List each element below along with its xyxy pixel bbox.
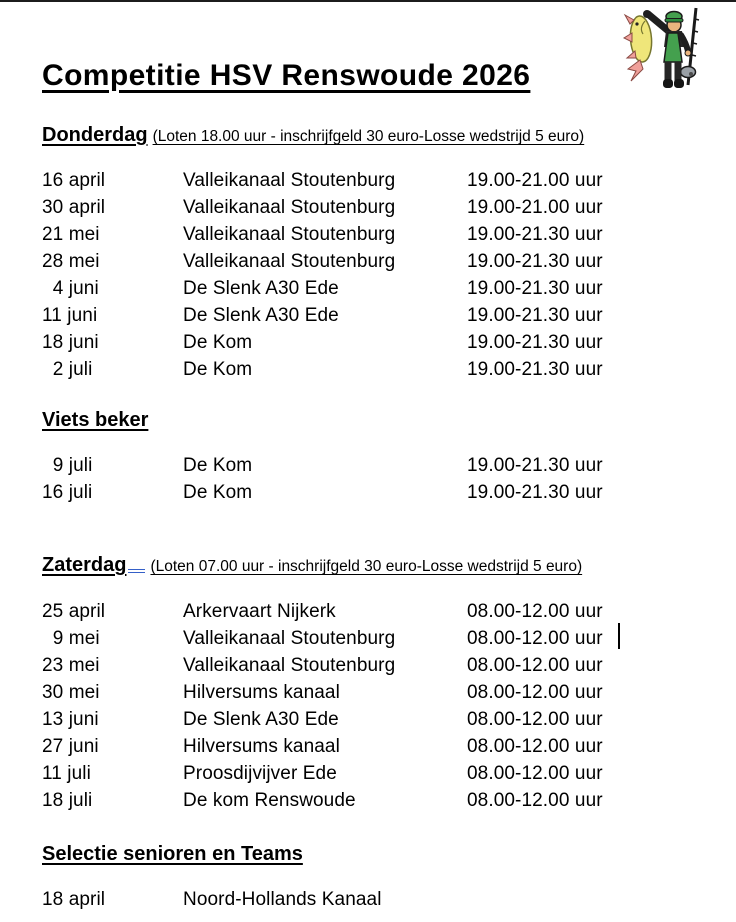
row-time: 08.00-12.00 uur (467, 601, 603, 622)
fisherman-logo-icon (622, 5, 712, 99)
row-location: De Slenk A30 Ede (183, 278, 339, 299)
table-row (42, 275, 700, 302)
section-note-zaterdag: (Loten 07.00 uur - inschrijfgeld 30 euro-Losse wedstrijd 5 euro) (150, 558, 583, 575)
row-location: Valleikanaal Stoutenburg (183, 655, 396, 676)
row-time: 08.00-12.00 uur (467, 790, 603, 811)
row-location: Valleikanaal Stoutenburg (183, 628, 396, 649)
row-date: 30 april (42, 197, 106, 218)
row-location: De Kom (183, 482, 253, 503)
row-time: 19.00-21.00 uur (467, 197, 603, 218)
section-note-donderdag: (Loten 18.00 uur - inschrijfgeld 30 euro-Losse wedstrijd 5 euro) (152, 128, 585, 145)
row-location: Valleikanaal Stoutenburg (183, 170, 396, 191)
section-zaterdag (42, 552, 700, 814)
row-location: Valleikanaal Stoutenburg (183, 197, 396, 218)
table-row (42, 760, 700, 787)
row-time: 19.00-21.30 uur (467, 332, 603, 353)
row-time: 19.00-21.30 uur (467, 359, 603, 380)
row-date: 9 mei (42, 628, 100, 649)
table-row (42, 679, 700, 706)
row-date: 13 juni (42, 709, 99, 730)
row-location: Hilversums kanaal (183, 736, 340, 757)
row-date: 27 juni (42, 736, 99, 757)
row-date: 11 juni (42, 305, 98, 326)
row-date: 11 juli (42, 763, 91, 784)
page-title: Competitie HSV Renswoude 2026 (42, 59, 531, 92)
table-row (42, 329, 700, 356)
row-time: 08.00-12.00 uur (467, 628, 603, 649)
row-time: 19.00-21.30 uur (467, 224, 603, 245)
row-date: 2 juli (42, 359, 93, 380)
row-location: Valleikanaal Stoutenburg (183, 251, 396, 272)
row-time: 19.00-21.30 uur (467, 251, 603, 272)
table-row (42, 733, 700, 760)
row-date: 25 april (42, 601, 106, 622)
row-date: 18 juni (42, 332, 99, 353)
row-date: 30 mei (42, 682, 100, 703)
row-date: 23 mei (42, 655, 100, 676)
row-time: 08.00-12.00 uur (467, 709, 603, 730)
text-cursor (618, 623, 620, 649)
row-time: 19.00-21.30 uur (467, 482, 603, 503)
row-location: De Kom (183, 359, 253, 380)
table-row (42, 302, 700, 329)
table-row (42, 452, 700, 479)
row-date: 9 juli (42, 455, 93, 476)
table-row (42, 221, 700, 248)
row-date: 16 juli (42, 482, 93, 503)
row-location: De Kom (183, 455, 253, 476)
table-row (42, 356, 700, 383)
row-time: 08.00-12.00 uur (467, 763, 603, 784)
row-time: 19.00-21.00 uur (467, 170, 603, 191)
row-time: 19.00-21.30 uur (467, 455, 603, 476)
row-location: Hilversums kanaal (183, 682, 340, 703)
row-time: 08.00-12.00 uur (467, 655, 603, 676)
row-location: De Slenk A30 Ede (183, 305, 339, 326)
grammar-double-space-mark (128, 569, 145, 573)
section-viets-beker (42, 407, 700, 506)
row-location: De Kom (183, 332, 253, 353)
section-heading-selectie: Selectie senioren en Teams (42, 843, 303, 865)
reel (681, 67, 696, 78)
table-row (42, 787, 700, 814)
fist (643, 10, 651, 18)
row-location: Noord-Hollands Kanaal (183, 889, 382, 910)
row-time: 08.00-12.00 uur (467, 682, 603, 703)
table-row (42, 248, 700, 275)
row-date: 18 juli (42, 790, 93, 811)
section-heading-viets-beker: Viets beker (42, 409, 149, 431)
table-row (42, 479, 700, 506)
table-row (42, 194, 700, 221)
row-location: Valleikanaal Stoutenburg (183, 224, 396, 245)
row-time: 08.00-12.00 uur (467, 736, 603, 757)
table-row (42, 886, 700, 913)
row-time: 19.00-21.30 uur (467, 278, 603, 299)
row-date: 16 april (42, 170, 106, 191)
schedule-table-selectie (42, 886, 700, 913)
table-row (42, 652, 700, 679)
window-top-edge (0, 0, 736, 2)
section-selectie (42, 841, 700, 913)
fish (624, 15, 653, 81)
section-heading-donderdag: Donderdag (42, 124, 148, 146)
row-date: 21 mei (42, 224, 100, 245)
row-location: Proosdijvijver Ede (183, 763, 337, 784)
table-row (42, 625, 700, 652)
row-location: Arkervaart Nijkerk (183, 601, 336, 622)
row-date: 4 juni (42, 278, 99, 299)
schedule-table-zaterdag (42, 598, 700, 814)
row-location: De Slenk A30 Ede (183, 709, 339, 730)
table-row (42, 706, 700, 733)
row-date: 28 mei (42, 251, 100, 272)
section-donderdag (42, 122, 700, 383)
row-date: 18 april (42, 889, 106, 910)
table-row (42, 598, 700, 625)
section-heading-zaterdag: Zaterdag (42, 554, 127, 576)
schedule-table-viets-beker (42, 452, 700, 506)
table-row (42, 167, 700, 194)
row-time: 19.00-21.30 uur (467, 305, 603, 326)
row-location: De kom Renswoude (183, 790, 356, 811)
schedule-table-donderdag (42, 167, 700, 383)
row-time (467, 886, 700, 913)
